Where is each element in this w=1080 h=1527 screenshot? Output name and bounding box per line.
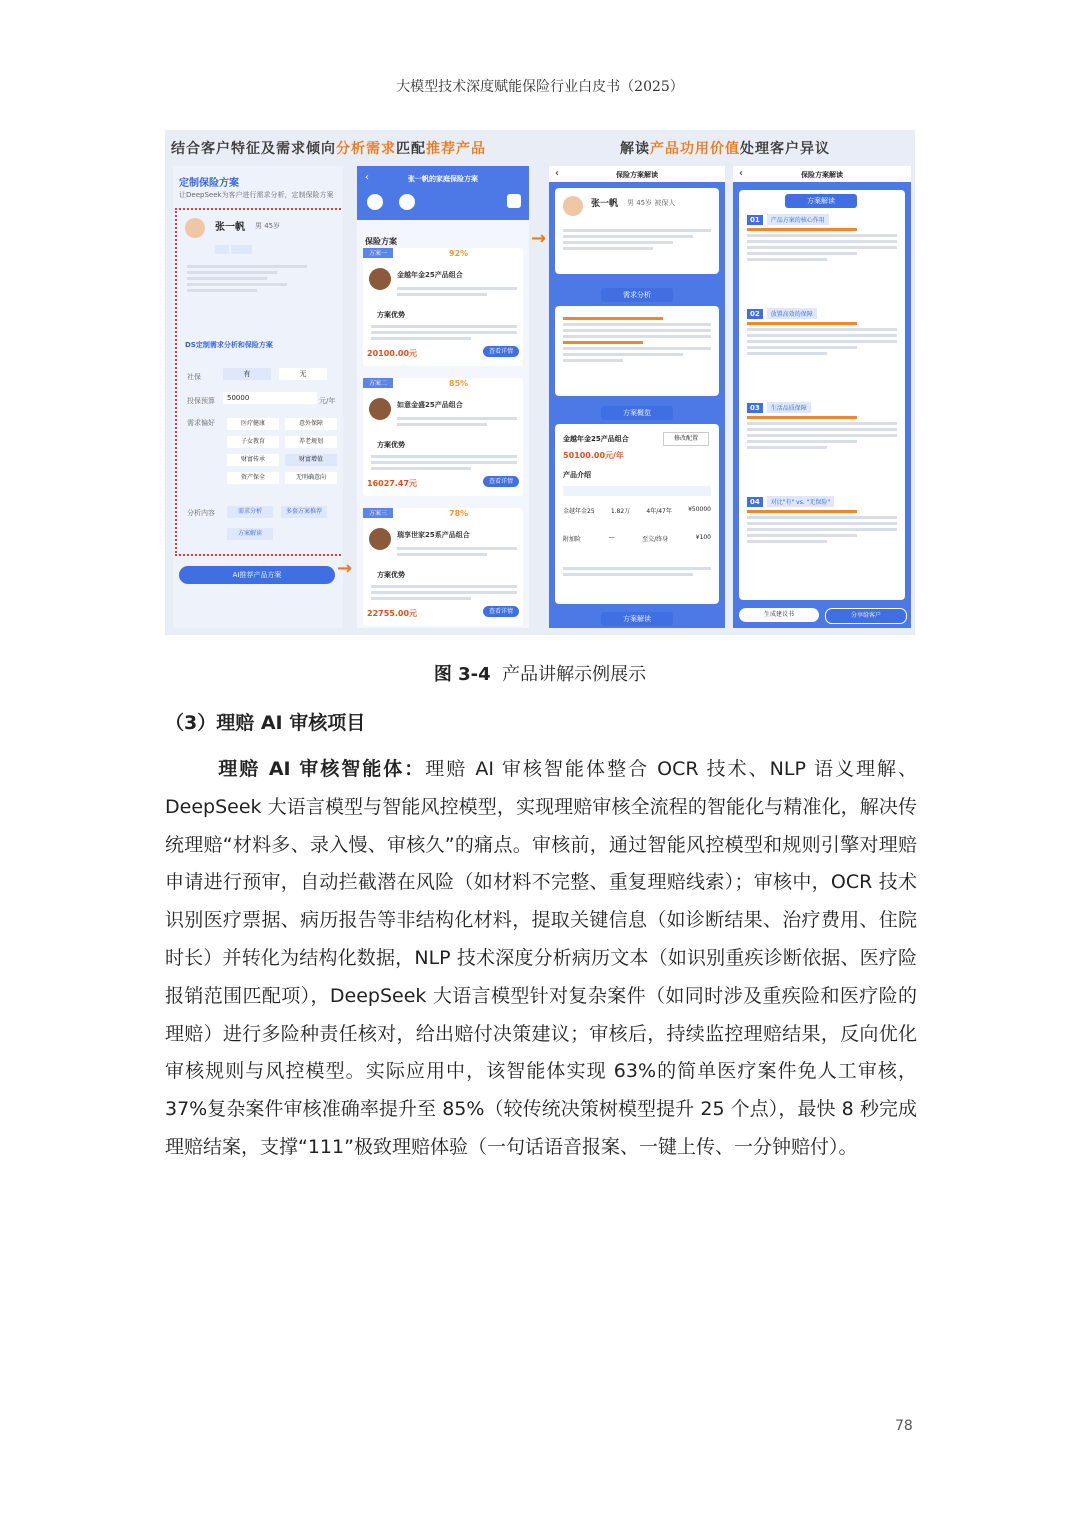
panel-plan-detail	[733, 166, 911, 628]
avatar	[563, 196, 583, 216]
item-label: 放置高效的保障	[767, 308, 817, 319]
page-number: 78	[895, 1418, 913, 1434]
table-cell: 附加险	[563, 536, 582, 543]
plan-name: 瑞享世家25系产品组合	[397, 531, 470, 539]
share-to-customer-button[interactable]: 分享给客户	[825, 608, 907, 624]
product-image	[369, 268, 391, 290]
customer-card	[555, 188, 719, 274]
table-row	[563, 534, 711, 543]
plan-name: 如意金盛25产品组合	[397, 401, 463, 409]
section-title: （3）理赔 AI 审核项目	[165, 712, 366, 734]
plan-desc-lines	[397, 544, 517, 559]
interpretation-card-title: 方案解读	[785, 194, 857, 208]
plan-adv-lines	[371, 322, 517, 343]
overview-title: 方案概览	[601, 406, 673, 420]
plan-match: 92%	[449, 249, 469, 258]
highlight-box	[175, 208, 343, 556]
view-detail-button[interactable]: 查看详情	[483, 476, 519, 487]
item-label: 产品方案的核心作用	[767, 214, 829, 225]
body-paragraph	[165, 751, 917, 1167]
table-cell: 至交/终身	[642, 536, 669, 543]
social-yes-option[interactable]: 有	[223, 368, 271, 380]
customer-desc-lines	[563, 226, 711, 253]
plan-adv-label: 方案优势	[377, 311, 405, 319]
item-label: 生活品质保障	[767, 402, 811, 413]
need-option[interactable]: 医疗健康	[227, 418, 279, 430]
plan-price: 22755.00元	[367, 609, 418, 618]
plan-adv-lines	[371, 452, 517, 473]
arrow-right-icon: →	[531, 228, 547, 249]
analysis-label: 分析内容	[187, 509, 215, 517]
need-options	[227, 418, 337, 484]
arrow-right-icon: →	[337, 558, 353, 579]
need-option[interactable]: 意外保障	[285, 418, 337, 430]
item-number: 04	[747, 497, 763, 507]
avatar	[185, 218, 205, 238]
analysis-option-2[interactable]: 多套方案推荐	[281, 506, 327, 518]
customer-meta: 男 45岁	[255, 222, 281, 230]
panel1-title: 定制保险方案	[179, 178, 239, 189]
note-lines	[563, 564, 711, 579]
back-icon[interactable]: ‹	[555, 168, 559, 179]
figure-caption	[0, 660, 1080, 686]
plan-adv-label: 方案优势	[377, 571, 405, 579]
need-option[interactable]: 养老规划	[285, 436, 337, 448]
plan-match: 85%	[449, 379, 469, 388]
plan-match: 78%	[449, 509, 469, 518]
interpretation-card	[739, 190, 905, 600]
item-number: 03	[747, 403, 763, 413]
table-cell: 4年/47年	[646, 508, 672, 515]
table-cell: ¥100	[695, 534, 711, 541]
need-option[interactable]: 财富增值	[285, 454, 337, 466]
need-option[interactable]: 资产保全	[227, 472, 279, 484]
plan-price: 16027.47元	[367, 479, 418, 488]
customer-info-lines	[187, 262, 327, 295]
table-cell: —	[608, 534, 615, 541]
view-detail-button[interactable]: 查看详情	[483, 606, 519, 617]
customer-chips	[215, 236, 254, 255]
item-underline	[747, 322, 857, 325]
budget-unit: 元/年	[319, 397, 336, 405]
plans-section-title: 保险方案	[365, 237, 397, 246]
plan-desc-lines	[397, 284, 517, 299]
plan-name: 金越年金25产品组合	[397, 271, 463, 279]
product-intro-label: 产品介绍	[563, 471, 591, 479]
budget-input[interactable]: 50000	[223, 392, 317, 404]
budget-label: 投保预算	[187, 397, 215, 405]
interpretation-item	[747, 308, 897, 358]
analysis-option-3[interactable]: 方案解读	[227, 528, 273, 540]
modify-config-button[interactable]: 修改配置	[663, 432, 709, 446]
plan-price: 20100.00元	[367, 349, 418, 358]
table-cell: 金越年金25	[563, 508, 595, 515]
caption-label: 图 3-4	[433, 664, 491, 685]
item-label: 对比"有" vs. "无保险"	[767, 496, 834, 507]
panel-plan-interpretation	[549, 166, 725, 628]
plan-card[interactable]	[363, 508, 523, 626]
edit-icon[interactable]	[507, 194, 521, 208]
product-image	[369, 528, 391, 550]
item-number: 01	[747, 215, 763, 225]
plan-tag: 方案三	[363, 508, 393, 518]
overview-card	[555, 424, 719, 604]
plan-adv-lines	[371, 582, 517, 603]
generate-proposal-button[interactable]: 生成建议书	[739, 608, 819, 622]
panel3-title: 保险方案解读	[616, 171, 658, 179]
need-option[interactable]: 无明确意向	[285, 472, 337, 484]
interpretation-item	[747, 402, 897, 452]
analysis-option-1[interactable]: 需求分析	[227, 506, 273, 518]
product-price: 50100.00元/年	[563, 451, 624, 460]
plan-tag: 方案二	[363, 378, 393, 388]
table-row	[563, 506, 711, 515]
customer-name: 张一帆	[591, 199, 619, 209]
table-cell: 1.82万	[610, 508, 631, 515]
product-explanation-figure	[165, 130, 915, 635]
figure-heading-left: 结合客户特征及需求倾向分析需求匹配推荐产品	[171, 141, 486, 157]
social-no-option[interactable]: 无	[279, 368, 327, 380]
panel1-subtitle: 让DeepSeek为客户进行需求分析，定制保险方案	[179, 191, 334, 199]
plan-tag: 方案一	[363, 248, 393, 258]
paragraph-lead: 理赔 AI 审核智能体：	[218, 758, 426, 780]
item-underline	[747, 510, 857, 513]
plan-desc-lines	[397, 414, 517, 429]
back-icon[interactable]: ‹	[739, 168, 743, 179]
table-header	[563, 486, 711, 496]
customer-name: 张一帆	[215, 222, 245, 233]
need-analysis-lines	[563, 314, 711, 365]
view-detail-button[interactable]: 查看详情	[483, 346, 519, 357]
running-header: 大模型技术深度赋能保险行业白皮书（2025）	[396, 79, 684, 95]
panel-plan-list	[357, 166, 529, 628]
item-underline	[747, 228, 857, 231]
member-avatar-icon	[367, 194, 383, 210]
need-analysis-card	[555, 306, 719, 396]
figure-heading-right: 解读产品功用价值处理客户异议	[620, 141, 830, 157]
need-label: 需求偏好	[187, 419, 215, 427]
interpretation-item	[747, 496, 897, 546]
need-option[interactable]: 财富传承	[227, 454, 279, 466]
panel-custom-plan	[173, 166, 343, 628]
member-avatar-icon	[399, 194, 415, 210]
plan-card[interactable]	[363, 378, 523, 496]
panel4-title: 保险方案解读	[801, 171, 843, 179]
item-underline	[747, 416, 857, 419]
plan-adv-label: 方案优势	[377, 441, 405, 449]
paragraph-text: 理赔 AI 审核智能体整合 OCR 技术、NLP 语义理解、DeepSeek 大语言模型与智能风控模型，实现理赔审核全流程的智能化与精准化，解决传统理赔“材料多、录入慢、审核久”的痛点。审核前，通过智能风控模型和规则引擎对理赔申请进行预审，自动拦截潜在风险（如材料不完整、重复理赔线索）；审核中，OCR 技术识别医疗票据、病历报告等非结构化材料，提取关键信息（如诊断结果、治疗费用、住院时长）并转化为结构化数据，NLP 技术深度分析病历文本（如识别重疾诊断依据、医疗险报销范围匹配项），DeepSeek 大语言模型针对复杂案件（如同时涉及重疾险和医疗险的理赔）进行多险种责任核对，给出赔付决策建议；审核后，持续监控理赔结果，反向优化审核规则与风控模型。实际应用中，该智能体实现 63%的简单医疗案件免人工审核，37%复杂案件审核准确率提升至 85%（较传统决策树模型提升 25 个点），最快 8 秒完成理赔结案，支撑“111”极致理赔体验（一句话语音报案、一键上传、一分钟赔付）。	[165, 758, 917, 1158]
ds-section-title: DS定制需求分析和保险方案	[185, 341, 273, 349]
customer-meta: 男 45岁 被保人	[627, 199, 676, 207]
item-number: 02	[747, 309, 763, 319]
panel2-title: 张一帆的家庭保险方案	[408, 175, 478, 183]
product-name: 金越年金25产品组合	[563, 435, 629, 443]
interpretation-item	[747, 214, 897, 264]
caption-text: 产品讲解示例展示	[502, 664, 647, 685]
social-label: 社保	[187, 373, 201, 381]
plan-card[interactable]	[363, 248, 523, 366]
product-image	[369, 398, 391, 420]
table-cell: ¥50000	[688, 506, 711, 513]
need-analysis-title: 需求分析	[601, 288, 673, 302]
ai-recommend-button[interactable]: AI推荐产品方案	[179, 566, 335, 584]
interpret-button[interactable]: 方案解读	[601, 612, 673, 626]
need-option[interactable]: 子女教育	[227, 436, 279, 448]
back-icon[interactable]: ‹	[365, 172, 369, 183]
